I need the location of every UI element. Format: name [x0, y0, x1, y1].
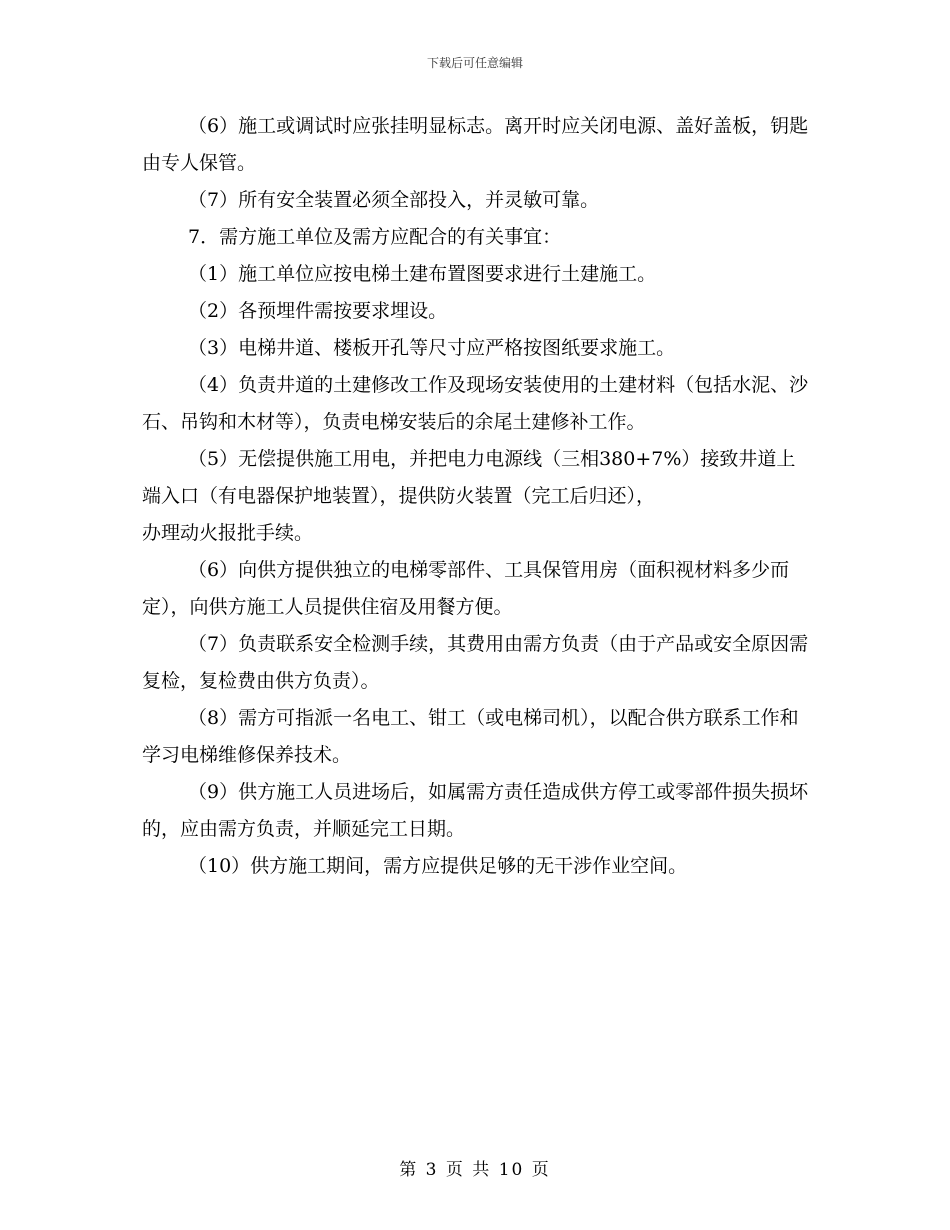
paragraph: （6）向供方提供独立的电梯零部件、工具保管用房（面积视材料多少而定），向供方施工人员提供住宿及用餐方便。	[142, 559, 790, 618]
paragraph: （1）施工单位应按电梯土建布置图要求进行土建施工。	[188, 263, 657, 285]
paragraph: （5）无偿提供施工用电，并把电力电源线（三相380+7%）接致井道上端入口（有电器保护地装置），提供防火装置（完工后归还），	[142, 448, 796, 507]
paragraph: （4）负责井道的土建修改工作及现场安装使用的土建材料（包括水泥、沙石、吊钩和木材等），负责电梯安装后的余尾土建修补工作。	[142, 374, 809, 433]
paragraph: （2）各预埋件需按要求埋设。	[188, 300, 448, 322]
paragraph: （10）供方施工期间，需方应提供足够的无干涉作业空间。	[188, 855, 688, 877]
paragraph-continuation: 办理动火报批手续。	[142, 522, 314, 544]
document-body	[142, 108, 810, 885]
paragraph: （9）供方施工人员进场后，如属需方责任造成供方停工或零部件损失损坏的，应由需方负责，并顺延完工日期。	[142, 781, 809, 840]
paragraph: （7）负责联系安全检测手续，其费用由需方负责（由于产品或安全原因需复检，复检费由供方负责）。	[142, 633, 809, 692]
paragraph: （8）需方可指派一名电工、钳工（或电梯司机），以配合供方联系工作和学习电梯维修保养技术。	[142, 707, 799, 766]
paragraph: （3）电梯井道、楼板开孔等尺寸应严格按图纸要求施工。	[188, 337, 676, 359]
header-note: 下载后可任意编辑	[426, 56, 523, 70]
page-number-footer: 第 3 页 共 10 页	[399, 1160, 551, 1180]
paragraph: （7）所有安全装置必须全部投入，并灵敏可靠。	[188, 189, 600, 211]
paragraph: （6）施工或调试时应张挂明显标志。离开时应关闭电源、盖好盖板，钥匙由专人保管。	[142, 115, 809, 174]
section-heading: 7．需方施工单位及需方应配合的有关事宜：	[188, 226, 562, 248]
